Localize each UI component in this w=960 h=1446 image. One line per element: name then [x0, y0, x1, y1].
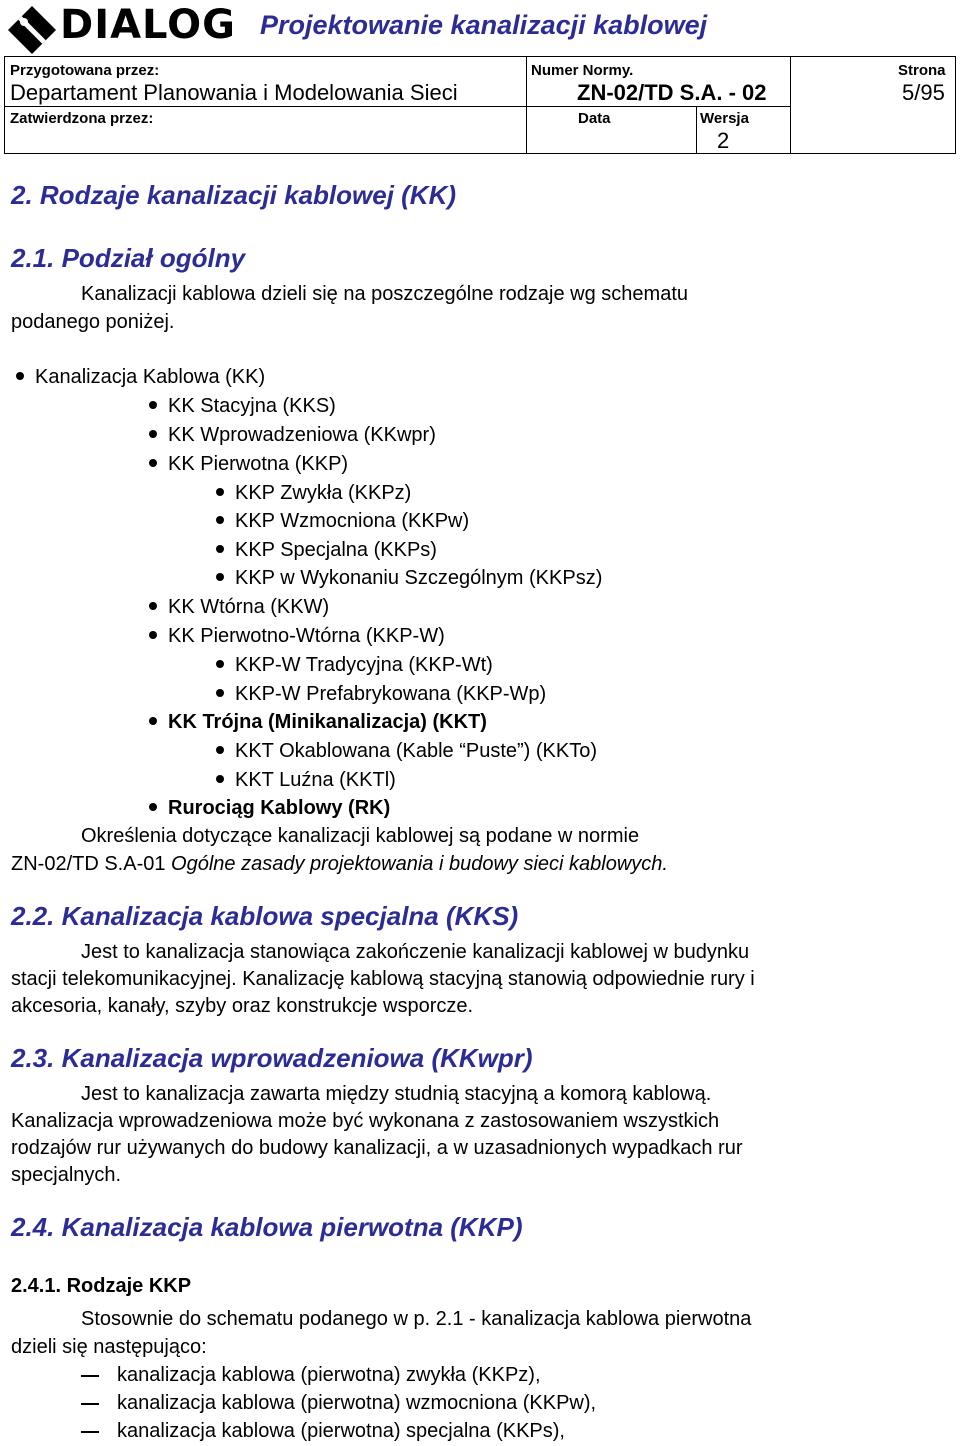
prepared-by-label: Przygotowana przez:: [10, 62, 160, 79]
paragraph-line: specjalnych.: [11, 1164, 122, 1186]
table-divider: [696, 106, 697, 154]
subsection-2-4-1-heading: 2.4.1. Rodzaje KKP: [11, 1275, 192, 1297]
page-label: Strona: [898, 62, 946, 79]
bullet-icon: [149, 401, 157, 409]
tree-item: KKP Zwykła (KKPz): [216, 482, 411, 505]
bullet-icon: [149, 459, 157, 467]
bullet-icon: [216, 573, 224, 581]
tree-item: KKP w Wykonaniu Szczególnym (KKPsz): [216, 567, 602, 590]
list-item: kanalizacja kablowa (pierwotna) specjalna (KKPs),: [81, 1417, 565, 1445]
tree-item: KKP Wzmocniona (KKPw): [216, 510, 469, 533]
norm-number-value: ZN-02/TD S.A. - 02: [577, 80, 767, 105]
version-value: 2: [717, 128, 730, 153]
paragraph-line: akcesoria, kanały, szyby oraz konstrukcje wsporcze.: [11, 995, 474, 1017]
tree-item: KKT Okablowana (Kable “Puste”) (KKTo): [216, 740, 597, 763]
bullet-icon: [216, 689, 224, 697]
tree-item: KK Trójna (Minikanalizacja) (KKT): [149, 711, 487, 734]
bullet-icon: [149, 717, 157, 725]
page-number: 5/95: [902, 80, 945, 105]
paragraph-line: Stosownie do schematu podanego w p. 2.1 - kanalizacja kablowa pierwotna: [81, 1308, 752, 1330]
tree-item: KK Wprowadzeniowa (KKwpr): [149, 424, 436, 447]
dash-icon: [81, 1375, 99, 1377]
tree-item: KK Wtórna (KKW): [149, 596, 329, 619]
section-2-3-heading: 2.3. Kanalizacja wprowadzeniowa (KKwpr): [11, 1043, 533, 1073]
bullet-icon: [149, 631, 157, 639]
bullet-icon: [216, 746, 224, 754]
tree-item: KKT Luźna (KKTl): [216, 769, 396, 792]
tree-item: KKP-W Tradycyjna (KKP-Wt): [216, 654, 493, 677]
tree-item: KK Stacyjna (KKS): [149, 395, 336, 418]
bullet-icon: [216, 516, 224, 524]
paragraph-line: rodzajów rur używanych do budowy kanalizacji, a w uzasadnionych wypadkach rur: [11, 1137, 743, 1159]
tree-item: KKP-W Prefabrykowana (KKP-Wp): [216, 683, 546, 706]
dash-icon: [81, 1431, 99, 1433]
list-item: kanalizacja kablowa (pierwotna) zwykła (KKPz),: [81, 1361, 541, 1389]
tree-item: KKP Specjalna (KKPs): [216, 539, 437, 562]
version-label: Wersja: [700, 110, 749, 127]
section-2-1-heading: 2.1. Podział ogólny: [11, 243, 246, 273]
tree-item: KK Pierwotna (KKP): [149, 453, 348, 476]
bullet-icon: [149, 803, 157, 811]
bullet-icon: [149, 602, 157, 610]
norm-number-label: Numer Normy.: [531, 62, 634, 79]
bullet-icon: [149, 430, 157, 438]
table-divider: [4, 106, 790, 107]
approved-by-label: Zatwierdzona przez:: [10, 110, 154, 127]
table-divider: [526, 56, 527, 154]
section-2-2-heading: 2.2. Kanalizacja kablowa specjalna (KKS): [11, 901, 519, 931]
prepared-by-value: Departament Planowania i Modelowania Sieci: [10, 80, 458, 105]
norm-title: Ogólne zasady projektowania i budowy sieci kablowych.: [171, 853, 668, 875]
date-label: Data: [578, 110, 611, 127]
bullet-icon: [216, 488, 224, 496]
paragraph-line: Kanalizacji kablowa dzieli się na poszczególne rodzaje wg schematu: [81, 283, 689, 305]
dash-icon: [81, 1403, 99, 1405]
dialog-logo-icon: [6, 4, 58, 56]
bullet-icon: [216, 775, 224, 783]
tree-item: Kanalizacja Kablowa (KK): [16, 366, 265, 389]
bullet-icon: [216, 660, 224, 668]
paragraph-line: podanego poniżej.: [11, 311, 175, 333]
tree-item: KK Pierwotno-Wtórna (KKP-W): [149, 625, 445, 648]
paragraph-line: Kanalizacja wprowadzeniowa może być wykonana z zastosowaniem wszystkich: [11, 1110, 720, 1132]
norm-reference-line: ZN-02/TD S.A-01 Ogólne zasady projektowania i budowy sieci kablowych.: [11, 853, 668, 875]
list-item: kanalizacja kablowa (pierwotna) wzmocniona (KKPw),: [81, 1389, 596, 1417]
tree-item: Rurociąg Kablowy (RK): [149, 797, 390, 820]
norm-reference-line: Określenia dotyczące kanalizacji kablowej są podane w normie: [81, 825, 640, 847]
document-title: Projektowanie kanalizacji kablowej: [260, 10, 708, 40]
paragraph-line: dzieli się następująco:: [11, 1336, 207, 1358]
paragraph-line: stacji telekomunikacyjnej. Kanalizację kablową stacyjną stanowią odpowiednie rury i: [11, 968, 755, 990]
section-2-4-heading: 2.4. Kanalizacja kablowa pierwotna (KKP): [11, 1212, 523, 1242]
bullet-icon: [16, 372, 24, 380]
paragraph-line: Jest to kanalizacja zawarta między studnią stacyjną a komorą kablową.: [81, 1083, 712, 1105]
logo-wordmark: DIALOG: [60, 2, 236, 48]
bullet-icon: [216, 545, 224, 553]
paragraph-line: Jest to kanalizacja stanowiąca zakończenie kanalizacji kablowej w budynku: [81, 941, 750, 963]
section-2-heading: 2. Rodzaje kanalizacji kablowej (KK): [11, 180, 457, 210]
table-divider: [790, 56, 791, 154]
